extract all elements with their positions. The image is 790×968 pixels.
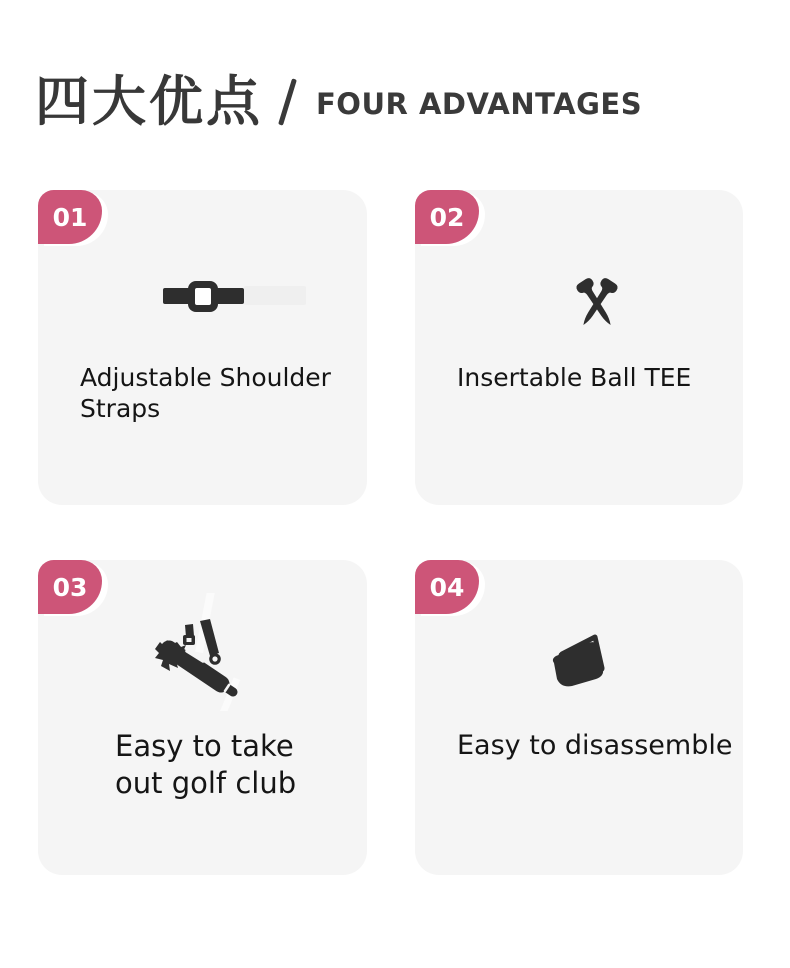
strap-light-segment [244, 286, 306, 305]
divider-slash [278, 78, 297, 125]
advantage-title: Adjustable Shoulder Straps [80, 363, 331, 423]
shoulder-strap-buckle-icon [163, 281, 308, 313]
advantage-card-3 [38, 560, 367, 875]
golf-club-pull-out-icon [152, 593, 256, 711]
number-badge: 03 [38, 560, 102, 614]
detachable-bag-icon [550, 630, 614, 690]
section-title-english: FOUR ADVANTAGES [316, 87, 643, 121]
advantage-title: Insertable Ball TEE [457, 363, 692, 392]
advantage-title: Easy to disassemble [457, 730, 733, 761]
number-badge: 01 [38, 190, 102, 244]
advantage-card-4 [415, 560, 743, 875]
strap-buckle [188, 281, 218, 312]
section-title-chinese: 四大优点 [35, 70, 263, 133]
section-header [35, 70, 643, 133]
advantage-title: Easy to take out golf club [115, 729, 297, 800]
advantage-card-1 [38, 190, 367, 505]
number-badge: 02 [415, 190, 479, 244]
advantages-grid [38, 190, 743, 875]
number-badge: 04 [415, 560, 479, 614]
crossed-golf-tees-icon [565, 274, 629, 334]
advantage-card-2 [415, 190, 743, 505]
